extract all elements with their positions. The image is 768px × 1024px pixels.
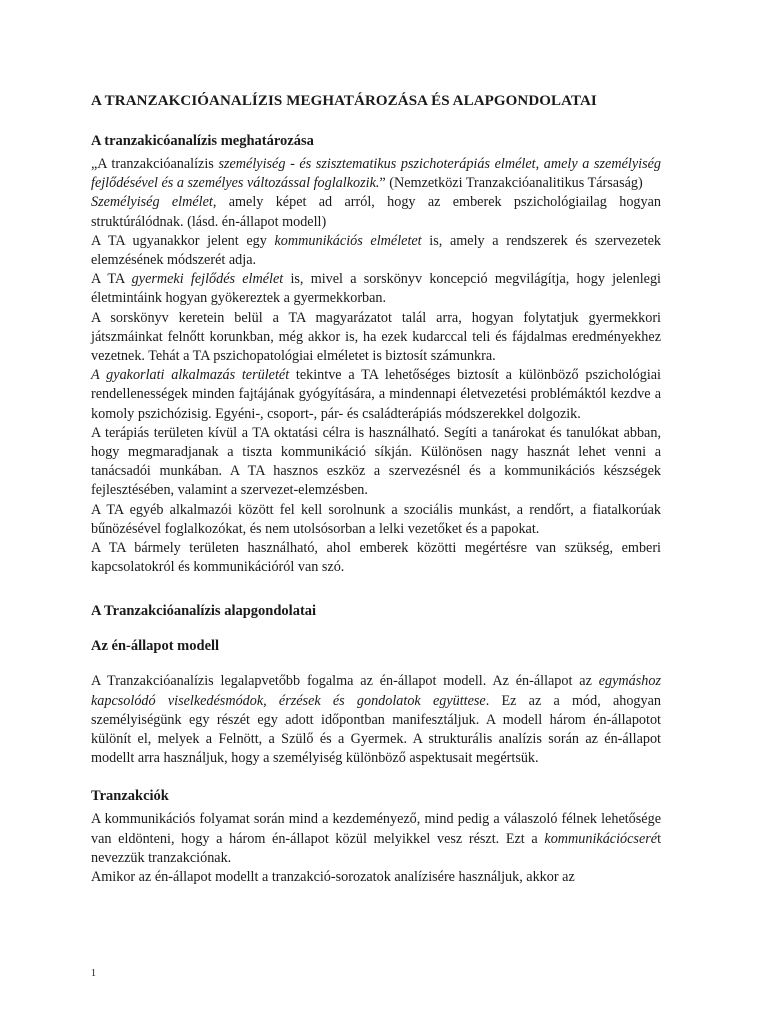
page-content [91, 92, 661, 887]
paragraph-transaction-series: Amikor az én-állapot modellt a tranzakció-sorozatok analízisére használjuk, akkor az [91, 869, 575, 886]
paragraph-script: A sorskönyv keretein belül a TA magyarázatot talál arra, hogyan folytatjuk gyermekkori játszmáinkat felnőtt korunkban, még akkor is, ha ezek kudarccal teli és fájdalmas eredményekhez vezetnek. Tehát a TA pszichopatológiai elméletet is biztosít számunkra. [91, 309, 661, 365]
section-heading-definition: A tranzakicóanalízis meghatározása [91, 133, 314, 149]
section-heading-basics: A Tranzakcióanalízis alapgondolatai [91, 603, 317, 620]
paragraph-education: A terápiás területen kívül a TA oktatási célra is használható. Segíti a tanárokat és tanulókat abban, hogy megmaradjanak a tiszta kommunikáció síkján. Különösen nagy hasznát lehet venni a tanácsadói munkában. A TA hasznos eszköz a szervezésnél és a kommunikációs készségek fejlesztésében, valamint a szervezet-elemzésben. [91, 424, 661, 499]
paragraph-communication-theory: A TA ugyanakkor jelent egy kommunikációs elméletet is, amely a rendszerek és szervezetek elemzésének módszerét adja. [91, 232, 661, 269]
paragraph-transactions: A kommunikációs folyamat során mind a kezdeményező, mind pedig a válaszoló félnek lehetősége van eldönteni, hogy a három én-állapot közül melyikkel vesz részt. Ezt a kommunikációcserét nevezzük tranzakciónak. [91, 811, 662, 866]
document-title: A TRANZAKCIÓANALÍZIS MEGHATÁROZÁSA ÉS ALAPGONDOLATAI [91, 93, 597, 109]
page-number: 1 [91, 968, 96, 979]
subheading-transactions: Tranzakciók [91, 788, 169, 805]
subheading-ego-state-model: Az én-állapot modell [91, 638, 220, 655]
paragraph-definition-quote: „A tranzakcióanalízis személyiség - és szisztematikus pszichoterápiás elmélet, amely a személyiség fejlődésével és a személyes változással foglalkozik.” (Nemzetközi Tranzakcióanalitikus Társaság) [91, 156, 661, 192]
paragraph-child-development: A TA gyermeki fejlődés elmélet is, mivel a sorskönyv koncepció megvilágítja, hogy jelenlegi életmintáink hogyan gyökereztek a gyermekkorban. [91, 271, 661, 307]
paragraph-other-users: A TA egyéb alkalmazói között fel kell sorolnunk a szociális munkást, a rendőrt, a fiatalkorúak bűnözésével foglalkozókat, és nem utolsósorban a lelki vezetőket és a papokat. [91, 501, 661, 537]
paragraph-personality-theory: Személyiség elmélet, amely képet ad arról, hogy az emberek pszichológiailag hogyan struktúrálódnak. (lásd. én-állapot modell) [91, 194, 661, 230]
paragraph-ego-state-model: A Tranzakcióanalízis legalapvetőbb fogalma az én-állapot modell. Az én-állapot az egymáshoz kapcsolódó viselkedésmódok, érzések és gondolatok együttese. Ez az a mód, ahogyan személyiségünk egy részét egy adott időpontban manifesztáljuk. A modell három én-állapotot különít el, melyek a Felnött, a Szülő és a Gyermek. A strukturális analízis során az én-állapot modellt arra használjuk, hogy a személyiség különböző aspektusait megértsük. [91, 673, 662, 767]
paragraph-any-field: A TA bármely területen használható, ahol emberek közötti megértésre van szükség, emberi kapcsolatokról és kommunikációról van szó. [91, 540, 661, 576]
paragraph-practical-application: A gyakorlati alkalmazás területét tekintve a TA lehetőséges biztosít a különböző pszichológiai rendellenességek minden fajtájának gyógyítására, a mindennapi életvezetési problémáktól kezdve a komoly pszichózisig. Egyéni-, csoport-, pár- és családterápiás módszerekkel dolgozik. [91, 367, 661, 422]
